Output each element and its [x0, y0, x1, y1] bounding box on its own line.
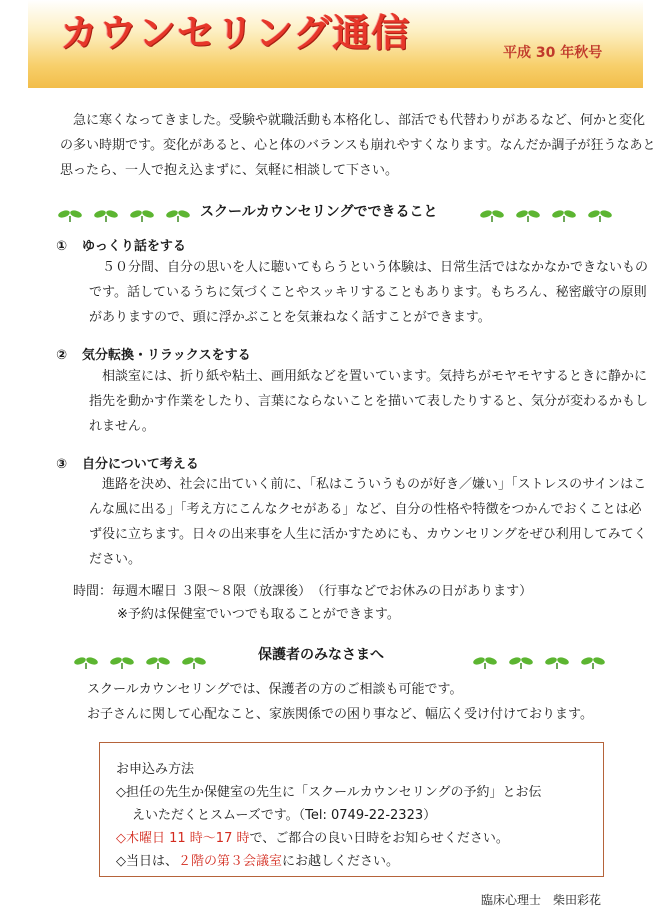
application-line-4-pre: ◇当日は、 — [116, 854, 178, 869]
sprout-icon — [551, 208, 577, 222]
sprout-icon — [181, 655, 207, 669]
sprout-icon — [544, 655, 570, 669]
item-heading-text: 気分転換・リラックスをする — [82, 348, 251, 363]
sprout-row-right-2 — [472, 655, 606, 669]
sprout-icon — [145, 655, 171, 669]
signature: 臨床心理士 柴田彩花 — [481, 893, 602, 907]
sprout-icon — [472, 655, 498, 669]
thursday-hours: ◇木曜日 11 時～17 時 — [116, 831, 250, 846]
sprout-row-right-1 — [479, 208, 613, 222]
section-title-parents: 保護者のみなさまへ — [258, 647, 384, 663]
item-number: ③ — [56, 457, 68, 472]
reservation-note: ※予約は保健室でいつでも取ることができます。 — [117, 607, 400, 622]
room-location: ２階の第３会議室 — [178, 854, 283, 869]
sprout-icon — [93, 208, 119, 222]
newsletter-title: カウンセリング通信 — [60, 11, 411, 55]
schedule-text: 時間：毎週木曜日 ３限～８限（放課後） （行事などでお休みの日があります） — [73, 584, 533, 599]
sprout-icon — [508, 655, 534, 669]
item-heading-text: ゆっくり話をする — [82, 239, 186, 254]
parents-line-1: スクールカウンセリングでは、保護者の方のご相談も可能です。 — [87, 682, 463, 697]
item-heading-2 — [56, 344, 251, 363]
item-number: ② — [56, 348, 68, 363]
application-line-3 — [116, 827, 509, 846]
sprout-row-left-1 — [57, 208, 191, 222]
sprout-icon — [515, 208, 541, 222]
sprout-icon — [580, 655, 606, 669]
item-heading-1 — [56, 235, 186, 254]
application-line-3-rest: で、ご都合の良い日時をお知らせください。 — [249, 831, 509, 846]
sprout-icon — [587, 208, 613, 222]
application-line-4 — [116, 850, 399, 869]
item-body-2: 相談室には、折り紙や粘土、画用紙などを置いています。気持ちがモヤモヤするときに静かに指先を動かす作業をしたり、言葉にならないことを描いて表したりすると、気分が変わるかもしれません。 — [89, 369, 649, 434]
issue-label: 平成 30 年秋号 — [503, 45, 603, 61]
application-line-4-post: にお越しください。 — [282, 854, 400, 869]
application-line-1: ◇担任の先生か保健室の先生に「スクールカウンセリングの予約」とお伝 — [116, 785, 542, 800]
item-heading-3 — [56, 453, 199, 472]
item-number: ① — [56, 239, 68, 254]
sprout-icon — [165, 208, 191, 222]
application-line-2: えいただくとスムーズです。（Tel: 0749-22-2323） — [132, 808, 437, 823]
sprout-row-left-2 — [73, 655, 207, 669]
item-body-3: 進路を決め、社会に出ていく前に、「私はこういうものが好き／嫌い」「ストレスのサインはこんな風に出る」「考え方にこんなクセがある」など、自分の性格や特徴をつかんでおくことは必ず役に立ちます。日々の出来事を人生に活かすためにも、カウンセリングをぜひ利用してみてください。 — [89, 477, 647, 567]
application-title: お申込み方法 — [116, 762, 195, 777]
section-title-counseling: スクールカウンセリングでできること — [200, 204, 438, 220]
sprout-icon — [479, 208, 505, 222]
sprout-icon — [73, 655, 99, 669]
application-box — [99, 742, 604, 877]
parents-line-2: お子さんに関して心配なこと、家族関係での困り事など、幅広く受け付けております。 — [87, 707, 593, 722]
sprout-icon — [57, 208, 83, 222]
sprout-icon — [129, 208, 155, 222]
sprout-icon — [109, 655, 135, 669]
item-heading-text: 自分について考える — [82, 457, 199, 472]
intro-paragraph: 急に寒くなってきました。受験や就職活動も本格化し、部活でも代替わりがあるなど、何かと変化の多い時期です。変化があると、心と体のバランスも崩れやすくなります。なんだか調子が狂うなあと思ったら、一人で抱え込まずに、気軽に相談して下さい。 — [60, 113, 656, 178]
item-body-1: ５０分間、自分の思いを人に聴いてもらうという体験は、日常生活ではなかなかできないものです。話しているうちに気づくことやスッキリすることもあります。もちろん、秘密厳守の原則がありますので、頭に浮かぶことを気兼ねなく話すことができます。 — [89, 260, 649, 325]
